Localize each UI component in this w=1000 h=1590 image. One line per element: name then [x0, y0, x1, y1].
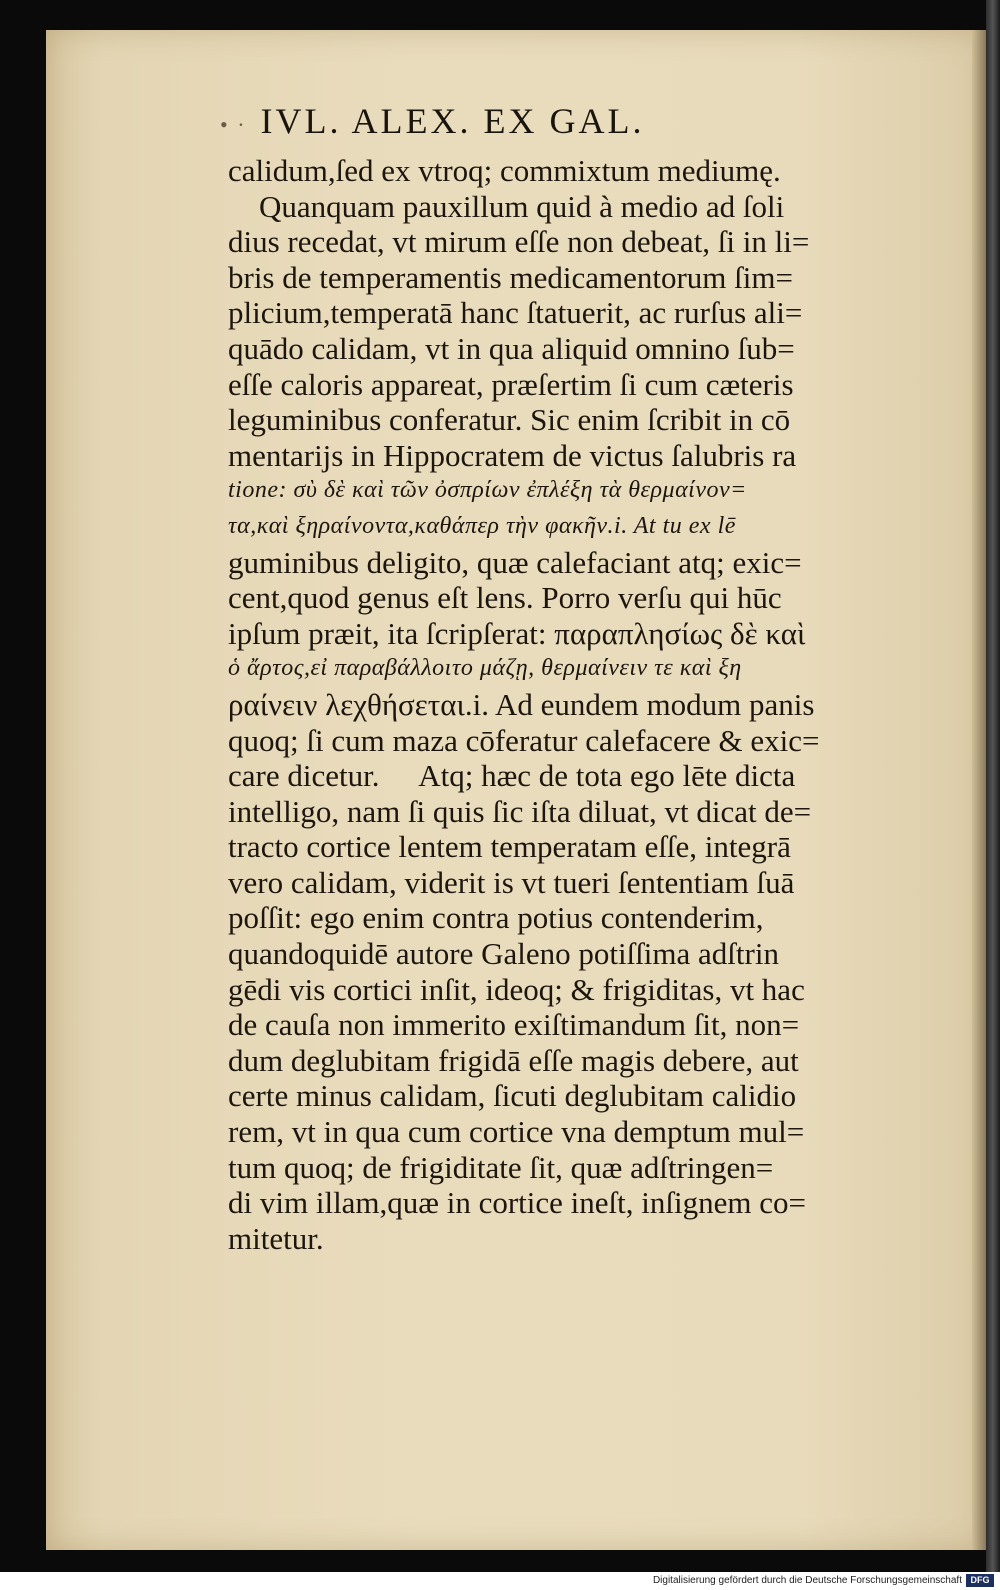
text-line: eſſe caloris appareat, præſertim ſi cum cæteris: [228, 366, 794, 402]
text-line: mentarijs in Hippocratem de victus ſalubris ra: [228, 437, 797, 473]
text-line: plicium,temperatā hanc ſtatuerit, ac rurſus ali=: [228, 295, 803, 331]
text-line: ipſum præit, ita ſcripſerat: παραπλησίως δὲ καὶ: [228, 615, 806, 651]
running-head: [220, 100, 820, 142]
running-head-title: IVL. ALEX. EX GAL.: [260, 101, 645, 141]
text-line: care dicetur. Atq; hæc de tota ego lēte dicta: [228, 758, 796, 794]
text-line: leguminibus conferatur. Sic enim ſcribit in cō: [228, 402, 791, 438]
text-line: di vim illam,quæ in cortice ineſt, inſignem co=: [228, 1185, 806, 1221]
text-line: de cauſa non immerito exiſtimandum ſit, non=: [228, 1007, 800, 1043]
dfg-logo: DFG: [966, 1574, 994, 1587]
text-line: quādo calidam, vt in qua aliquid omnino ſub=: [228, 330, 795, 366]
text-line: Quanquam pauxillum quid à medio ad ſoli: [228, 188, 785, 224]
text-line: gēdi vis cortici inſit, ideoq; & frigiditas, vt hac: [228, 971, 805, 1007]
body-text: [228, 153, 898, 1256]
text-line: rem, vt in qua cum cortice vna demptum mul=: [228, 1114, 805, 1150]
text-line: dum deglubitam frigidā eſſe magis debere, aut: [228, 1042, 799, 1078]
digitization-footer: [0, 1572, 1000, 1590]
footer-credit: Digitalisierung gefördert durch die Deutsche Forschungsgemeinschaft: [652, 1575, 962, 1586]
page-edge: [972, 30, 986, 1550]
text-line: guminibus deligito, quæ calefaciant atq; exic=: [228, 544, 802, 580]
greek-text-line: τα,καὶ ξηραίνοντα,καθάπερ τὴν φακῆν.i. At tu ex lē: [228, 512, 736, 539]
greek-text-line: ὁ ἄρτος,εἰ παραβάλλοιτο μάζῃ, θερμαίνειν τε καὶ ξη: [228, 655, 742, 682]
text-line: dius recedat, vt mirum eſſe non debeat, ſi in li=: [228, 224, 810, 260]
text-line: calidum,ſed ex vtroq; commixtum mediumę.: [228, 153, 781, 188]
text-line: quoq; ſi cum maza cōferatur calefacere & exic=: [228, 722, 820, 758]
text-line: ραίνειν λεχθήσεται.i. Ad eundem modum panis: [228, 686, 815, 722]
text-line: quandoquidē autore Galeno potiſſima adſtrin: [228, 936, 779, 972]
text-line: bris de temperamentis medicamentorum ſim=: [228, 259, 793, 295]
greek-text-line: tione: σὺ δὲ καὶ τῶν ὀσπρίων ἐπλέξη τὰ θερμαίνον=: [228, 477, 747, 504]
text-line: certe minus calidam, ſicuti deglubitam calidio: [228, 1078, 797, 1114]
text-line: tracto cortice lentem temperatam eſſe, integrā: [228, 829, 791, 865]
text-line: vero calidam, viderit is vt tueri ſententiam ſuā: [228, 864, 795, 900]
text-line: cent,quod genus eſt lens. Porro verſu qui hūc: [228, 580, 782, 616]
text-line: mitetur.: [228, 1220, 324, 1256]
running-head-marks: • ·: [220, 111, 247, 137]
text-line: poſſit: ego enim contra potius contenderim,: [228, 900, 764, 936]
text-line: tum quoq; de frigiditate ſit, quæ adſtringen=: [228, 1149, 774, 1185]
text-line: intelligo, nam ſi quis ſic iſta diluat, vt dicat de=: [228, 793, 812, 829]
book-binding: [986, 0, 1000, 1590]
